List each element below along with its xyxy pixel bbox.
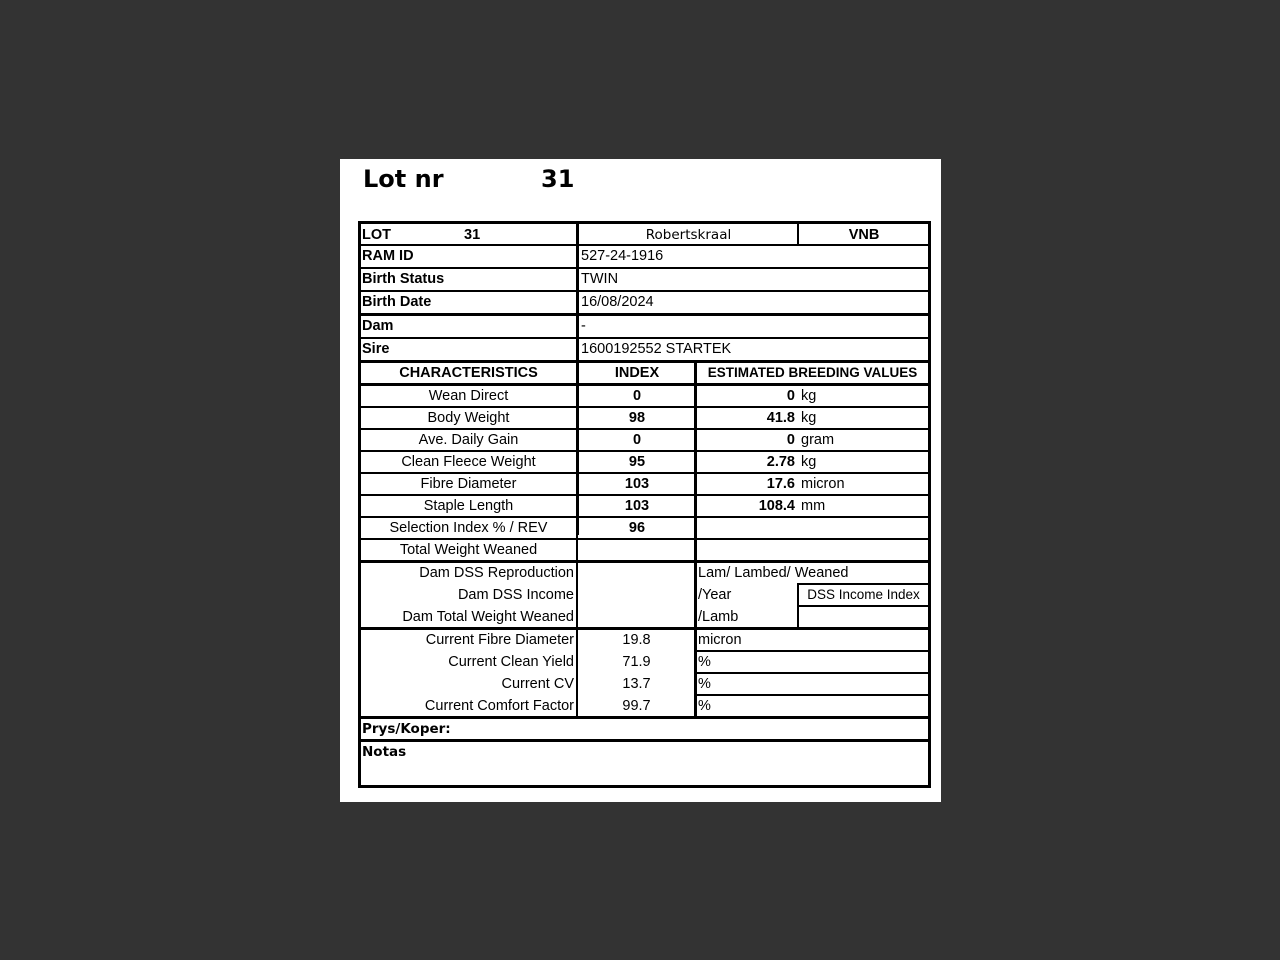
characteristic-index: 95: [628, 454, 646, 470]
characteristics-header: CHARACTERISTICS: [399, 365, 538, 381]
current-comfort-factor-unit: %: [698, 698, 711, 714]
characteristic-index: 103: [624, 476, 650, 492]
characteristic-unit: kg: [801, 410, 817, 426]
dss-income-index-value: [799, 607, 928, 627]
characteristic-name: Staple Length: [423, 498, 514, 514]
dam-value: -: [581, 318, 586, 334]
current-cv-label: Current CV: [501, 676, 574, 692]
characteristic-unit: kg: [801, 388, 817, 404]
characteristic-ebv: 41.8: [766, 410, 795, 426]
characteristic-ebv: 0: [786, 432, 795, 448]
ebv-header: ESTIMATED BREEDING VALUES: [707, 365, 918, 380]
characteristic-ebv: 108.4: [758, 498, 795, 514]
current-comfort-factor-label: Current Comfort Factor: [424, 698, 574, 714]
characteristic-unit: micron: [801, 476, 845, 492]
current-clean-yield-value: 71.9: [622, 654, 651, 670]
characteristic-ebv: [697, 518, 795, 538]
dam-total-weight-weaned-unit: /Lamb: [698, 609, 739, 625]
characteristic-unit: [801, 518, 921, 538]
current-clean-yield-unit: %: [698, 654, 711, 670]
characteristic-unit: gram: [801, 432, 835, 448]
ram-id-label: RAM ID: [362, 248, 414, 264]
characteristic-name: Selection Index % / REV: [389, 520, 548, 536]
birth-date-label: Birth Date: [362, 294, 432, 310]
current-comfort-factor-value: 99.7: [622, 698, 651, 714]
current-fibre-diameter-value: 19.8: [622, 632, 651, 648]
sire-value: 1600192552 STARTEK: [581, 341, 732, 357]
characteristic-index: [579, 540, 695, 560]
lot-number-heading: 31: [541, 165, 575, 193]
current-fibre-diameter-label: Current Fibre Diameter: [425, 632, 574, 648]
characteristic-name: Total Weight Weaned: [399, 542, 538, 558]
lot-value: 31: [464, 227, 481, 243]
current-cv-value: 13.7: [622, 676, 651, 692]
characteristic-ebv: 17.6: [766, 476, 795, 492]
characteristic-index: 103: [624, 498, 650, 514]
lot-label: LOT: [362, 227, 391, 243]
dam-label: Dam: [362, 318, 394, 334]
dam-total-weight-weaned-label: Dam Total Weight Weaned: [402, 609, 574, 625]
dam-dss-income-label: Dam DSS Income: [457, 587, 574, 603]
ram-id-value: 527-24-1916: [581, 248, 664, 264]
characteristic-index: 96: [628, 520, 646, 536]
characteristic-ebv: 0: [786, 388, 795, 404]
characteristic-unit: kg: [801, 454, 817, 470]
characteristic-name: Body Weight: [427, 410, 510, 426]
dam-dss-reproduction-label: Dam DSS Reproduction: [419, 565, 574, 581]
characteristic-name: Fibre Diameter: [420, 476, 517, 492]
characteristic-name: Clean Fleece Weight: [401, 454, 536, 470]
dss-income-index-label: DSS Income Index: [807, 587, 920, 602]
page-title: Lot nr: [363, 165, 444, 193]
sire-label: Sire: [362, 341, 390, 357]
dam-dss-reproduction-unit: Lam/ Lambed/ Weaned: [698, 565, 849, 581]
notes-field[interactable]: Notas: [362, 744, 407, 760]
current-clean-yield-label: Current Clean Yield: [448, 654, 574, 670]
current-fibre-diameter-unit: micron: [698, 632, 742, 648]
lot-card: [340, 159, 941, 802]
characteristic-index: 98: [628, 410, 646, 426]
characteristic-ebv: 2.78: [766, 454, 795, 470]
birth-status-label: Birth Status: [362, 271, 445, 287]
current-cv-unit: %: [698, 676, 711, 692]
dam-dss-income-unit: /Year: [698, 587, 732, 603]
ram-info-table: [340, 159, 941, 802]
characteristic-index: 0: [632, 388, 642, 404]
characteristic-unit: mm: [801, 498, 826, 514]
breeder-name: Robertskraal: [645, 227, 732, 243]
birth-date-value: 16/08/2024: [581, 294, 654, 310]
price-buyer-field[interactable]: Prys/Koper:: [362, 721, 451, 737]
characteristic-name: Wean Direct: [428, 388, 509, 404]
characteristic-index: 0: [632, 432, 642, 448]
breeder-code: VNB: [848, 227, 880, 243]
characteristic-ebv: [697, 540, 795, 560]
characteristic-name: Ave. Daily Gain: [418, 432, 519, 448]
birth-status-value: TWIN: [581, 271, 619, 287]
characteristic-unit: [801, 540, 921, 560]
index-header: INDEX: [614, 365, 660, 381]
